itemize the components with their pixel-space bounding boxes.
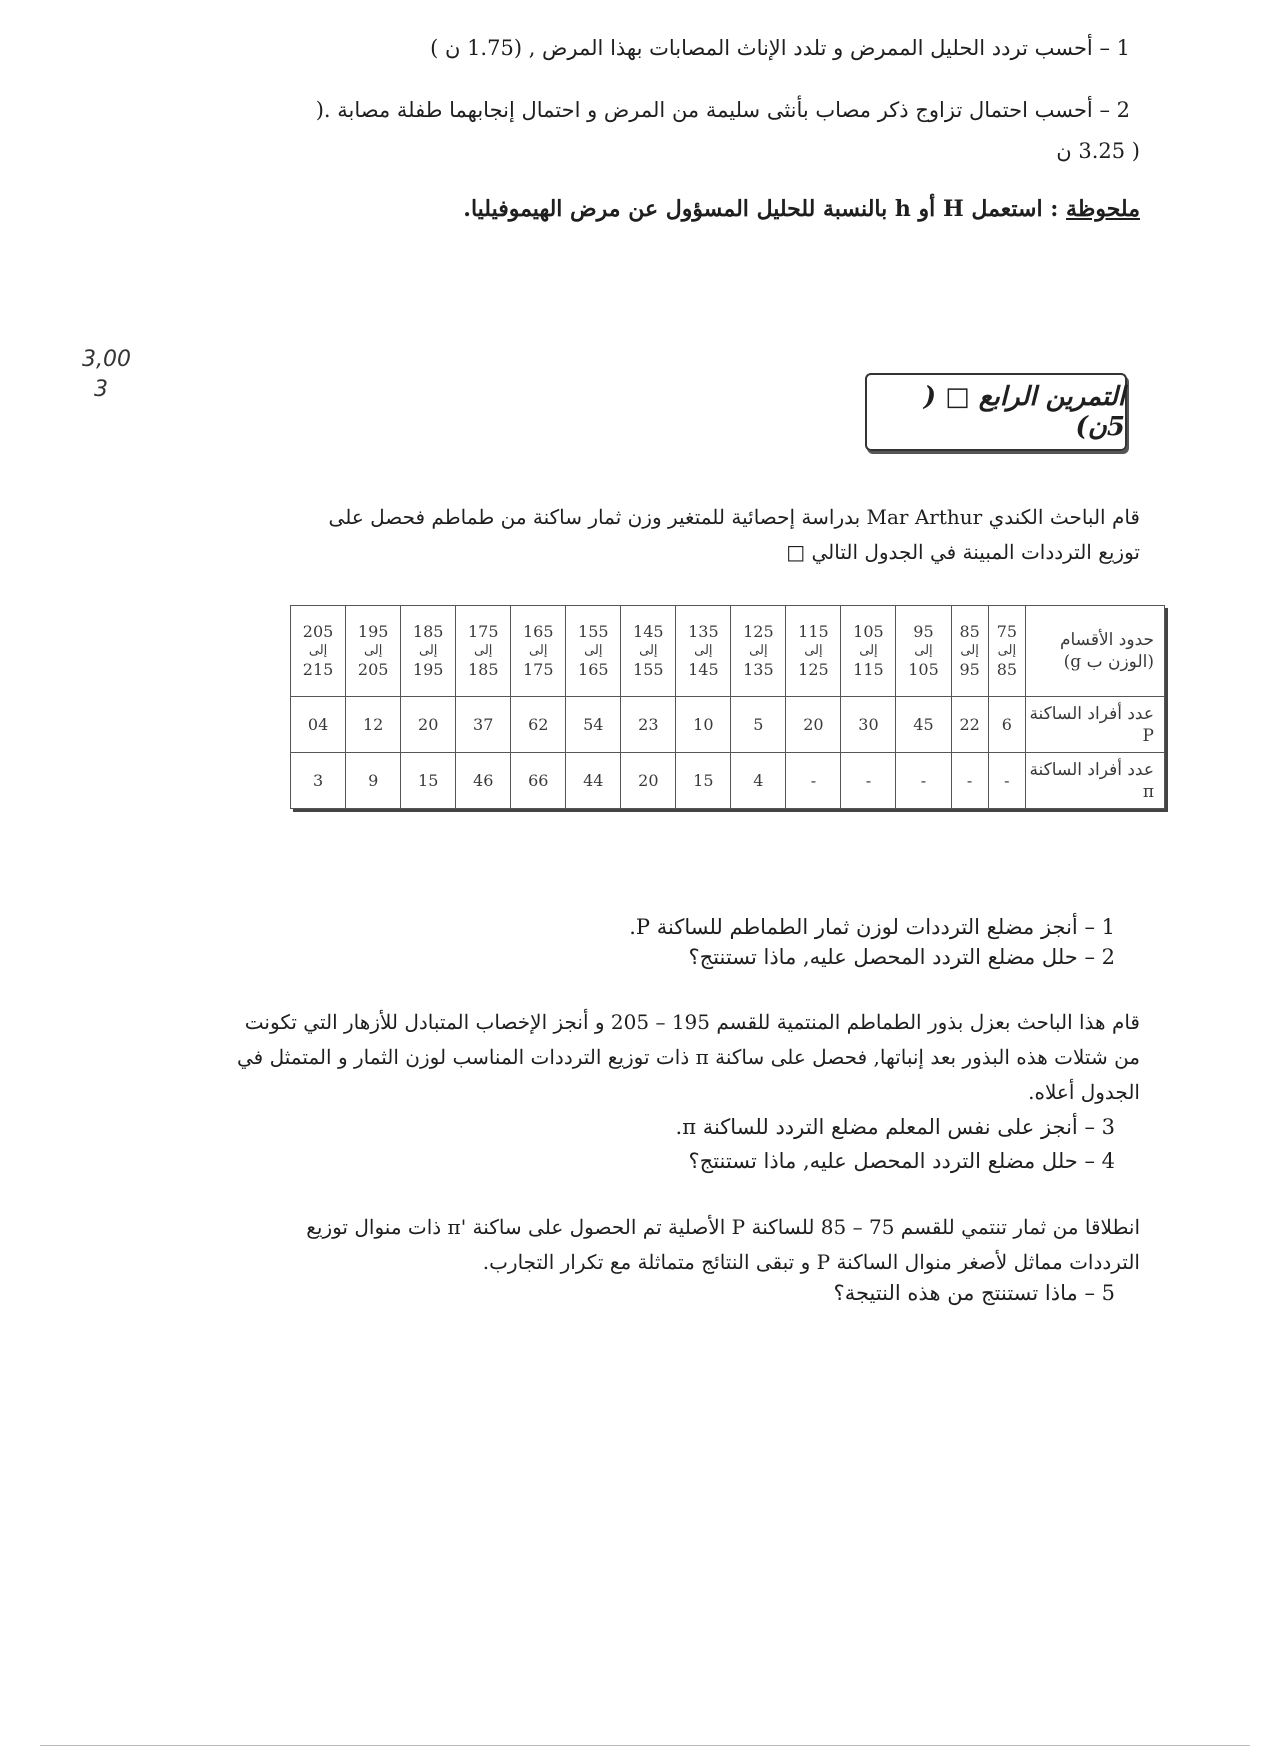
class-from: 165 <box>522 622 554 641</box>
class-range-word: إلى <box>584 643 603 658</box>
class-cell <box>621 606 676 697</box>
question-a-2: 2 – حلل مضلع التردد المحصل عليه, ماذا تستنتج؟ <box>688 945 1115 969</box>
class-cell <box>841 606 896 697</box>
class-range-word: إلى <box>960 643 979 658</box>
class-range-word: إلى <box>639 643 658 658</box>
pop-p-cell: 20 <box>786 697 841 753</box>
class-from: 115 <box>798 622 829 641</box>
class-cell <box>566 606 621 697</box>
class-cell <box>896 606 951 697</box>
class-to: 215 <box>302 660 334 679</box>
pop-p-cell: 45 <box>896 697 951 753</box>
intro-paragraph: قام الباحث الكندي Mar Arthur بدراسة إحصائية للمتغير وزن ثمار ساكنة من طماطم فحصل على توزيع الترددات المبينة في الجدول التالي □ <box>328 505 1140 564</box>
pop-pi-cell: - <box>988 753 1025 809</box>
class-range-word: إلى <box>363 643 383 658</box>
class-to: 175 <box>522 660 554 679</box>
class-from: 185 <box>412 622 444 641</box>
note-label: ملحوظة <box>1066 196 1140 222</box>
class-from: 205 <box>302 622 334 641</box>
class-cell <box>731 606 786 697</box>
class-to: 205 <box>357 660 389 679</box>
class-cell <box>786 606 841 697</box>
class-to: 95 <box>959 660 980 679</box>
paragraph-2: قام هذا الباحث بعزل بذور الطماطم المنتمية للقسم 195 – 205 و أنجز الإخصاب المتبادل للأزهار التي تكونت من شتلات هذه البذور بعد إنباتها, فحصل على ساكنة π ذات توزيع الترددات المناسب لوزن الثمار و المتمثل في الجدول أعلاه. <box>237 1010 1140 1104</box>
margin-grade <box>82 345 152 405</box>
class-from: 85 <box>959 622 980 641</box>
question-2-points: ( 3.25 ن <box>1056 139 1140 163</box>
pop-pi-cell: 15 <box>401 753 456 809</box>
class-to: 85 <box>996 660 1018 679</box>
pop-p-cell: 04 <box>291 697 346 753</box>
pop-p-cell: 37 <box>456 697 511 753</box>
class-cell <box>291 606 346 697</box>
class-from: 95 <box>913 622 934 641</box>
class-cell <box>456 606 511 697</box>
row-header-classes: حدود الأقسام (الوزن ب g) <box>1026 606 1165 697</box>
pop-pi-cell: 15 <box>676 753 731 809</box>
page-bottom-rule <box>40 1745 1250 1746</box>
margin-grade-score: 3,00 <box>82 347 131 372</box>
question-b-4: 4 – حلل مضلع التردد المحصل عليه, ماذا تستنتج؟ <box>688 1149 1115 1173</box>
pop-pi-cell: 66 <box>511 753 566 809</box>
class-cell <box>401 606 456 697</box>
note-text: : استعمل H أو h بالنسبة للحليل المسؤول عن مرض الهيموفيليا. <box>463 196 1059 222</box>
row-header-pop-p: عدد أفراد الساكنة P <box>1026 697 1165 753</box>
class-range-word: إلى <box>308 643 328 658</box>
class-cell <box>346 606 401 697</box>
class-to: 105 <box>908 660 939 679</box>
class-to: 155 <box>633 660 664 679</box>
pop-pi-cell: - <box>786 753 841 809</box>
exercise-title: التمرين الرابع □ ( 5ن) <box>865 373 1127 451</box>
row-header-pop-pi: عدد أفراد الساكنة π <box>1026 753 1165 809</box>
class-range-word: إلى <box>914 643 933 658</box>
class-to: 135 <box>743 660 774 679</box>
pop-pi-cell: 3 <box>291 753 346 809</box>
pop-pi-cell: - <box>951 753 988 809</box>
class-from: 105 <box>853 622 884 641</box>
class-from: 175 <box>467 622 499 641</box>
question-5: 5 – ماذا تستنتج من هذه النتيجة؟ <box>833 1281 1115 1305</box>
question-2: 2 – أحسب احتمال تزاوج ذكر مصاب بأنثى سليمة من المرض و احتمال إنجابهما طفلة مصابة .( <box>315 98 1130 122</box>
table-row-classes <box>291 606 1165 697</box>
class-to: 195 <box>412 660 444 679</box>
pop-p-cell: 20 <box>401 697 456 753</box>
pop-p-cell: 62 <box>511 697 566 753</box>
pop-p-cell: 54 <box>566 697 621 753</box>
question-1: 1 – أحسب تردد الحليل الممرض و تلدد الإناث المصابات بهذا المرض , (1.75 ن ) <box>430 36 1130 60</box>
pop-pi-cell: - <box>841 753 896 809</box>
question-a-1: 1 – أنجز مضلع الترددات لوزن ثمار الطماطم للساكنة P. <box>629 915 1115 939</box>
class-cell <box>676 606 731 697</box>
class-to: 115 <box>853 660 884 679</box>
class-cell <box>511 606 566 697</box>
paragraph-3: انطلاقا من ثمار تنتمي للقسم 75 – 85 للساكنة P الأصلية تم الحصول على ساكنة 'π ذات منوال توزيع الترددات مماثل لأصغر منوال الساكنة P و تبقى النتائج متماثلة مع تكرار التجارب. <box>306 1215 1140 1274</box>
class-from: 155 <box>578 622 609 641</box>
class-range-word: إلى <box>418 643 438 658</box>
table-row-pop-pi <box>291 753 1165 809</box>
pop-p-cell: 10 <box>676 697 731 753</box>
class-range-word: إلى <box>529 643 548 658</box>
pop-pi-cell: - <box>896 753 951 809</box>
pop-p-cell: 5 <box>731 697 786 753</box>
pop-pi-cell: 4 <box>731 753 786 809</box>
pop-pi-cell: 46 <box>456 753 511 809</box>
pop-p-cell: 12 <box>346 697 401 753</box>
class-from: 125 <box>743 622 774 641</box>
pop-p-cell: 22 <box>951 697 988 753</box>
class-range-word: إلى <box>474 643 493 658</box>
class-to: 145 <box>688 660 719 679</box>
class-from: 195 <box>357 622 389 641</box>
class-from: 75 <box>996 622 1018 641</box>
class-range-word: إلى <box>859 643 878 658</box>
note <box>420 196 1140 222</box>
class-range-word: إلى <box>749 643 768 658</box>
pop-p-cell: 30 <box>841 697 896 753</box>
table-row-pop-p <box>291 697 1165 753</box>
frequency-table <box>290 605 1165 809</box>
class-range-word: إلى <box>694 643 713 658</box>
class-to: 125 <box>798 660 829 679</box>
class-cell <box>951 606 988 697</box>
question-b-3: 3 – أنجز على نفس المعلم مضلع التردد للساكنة π. <box>675 1115 1115 1139</box>
class-to: 185 <box>467 660 499 679</box>
pop-p-cell: 23 <box>621 697 676 753</box>
margin-grade-total: 3 <box>94 377 108 402</box>
class-range-word: إلى <box>804 643 823 658</box>
class-to: 165 <box>578 660 609 679</box>
class-from: 135 <box>688 622 719 641</box>
pop-p-cell: 6 <box>988 697 1025 753</box>
class-from: 145 <box>633 622 664 641</box>
pop-pi-cell: 9 <box>346 753 401 809</box>
class-range-word: إلى <box>997 643 1017 658</box>
pop-pi-cell: 20 <box>621 753 676 809</box>
class-cell <box>988 606 1025 697</box>
pop-pi-cell: 44 <box>566 753 621 809</box>
